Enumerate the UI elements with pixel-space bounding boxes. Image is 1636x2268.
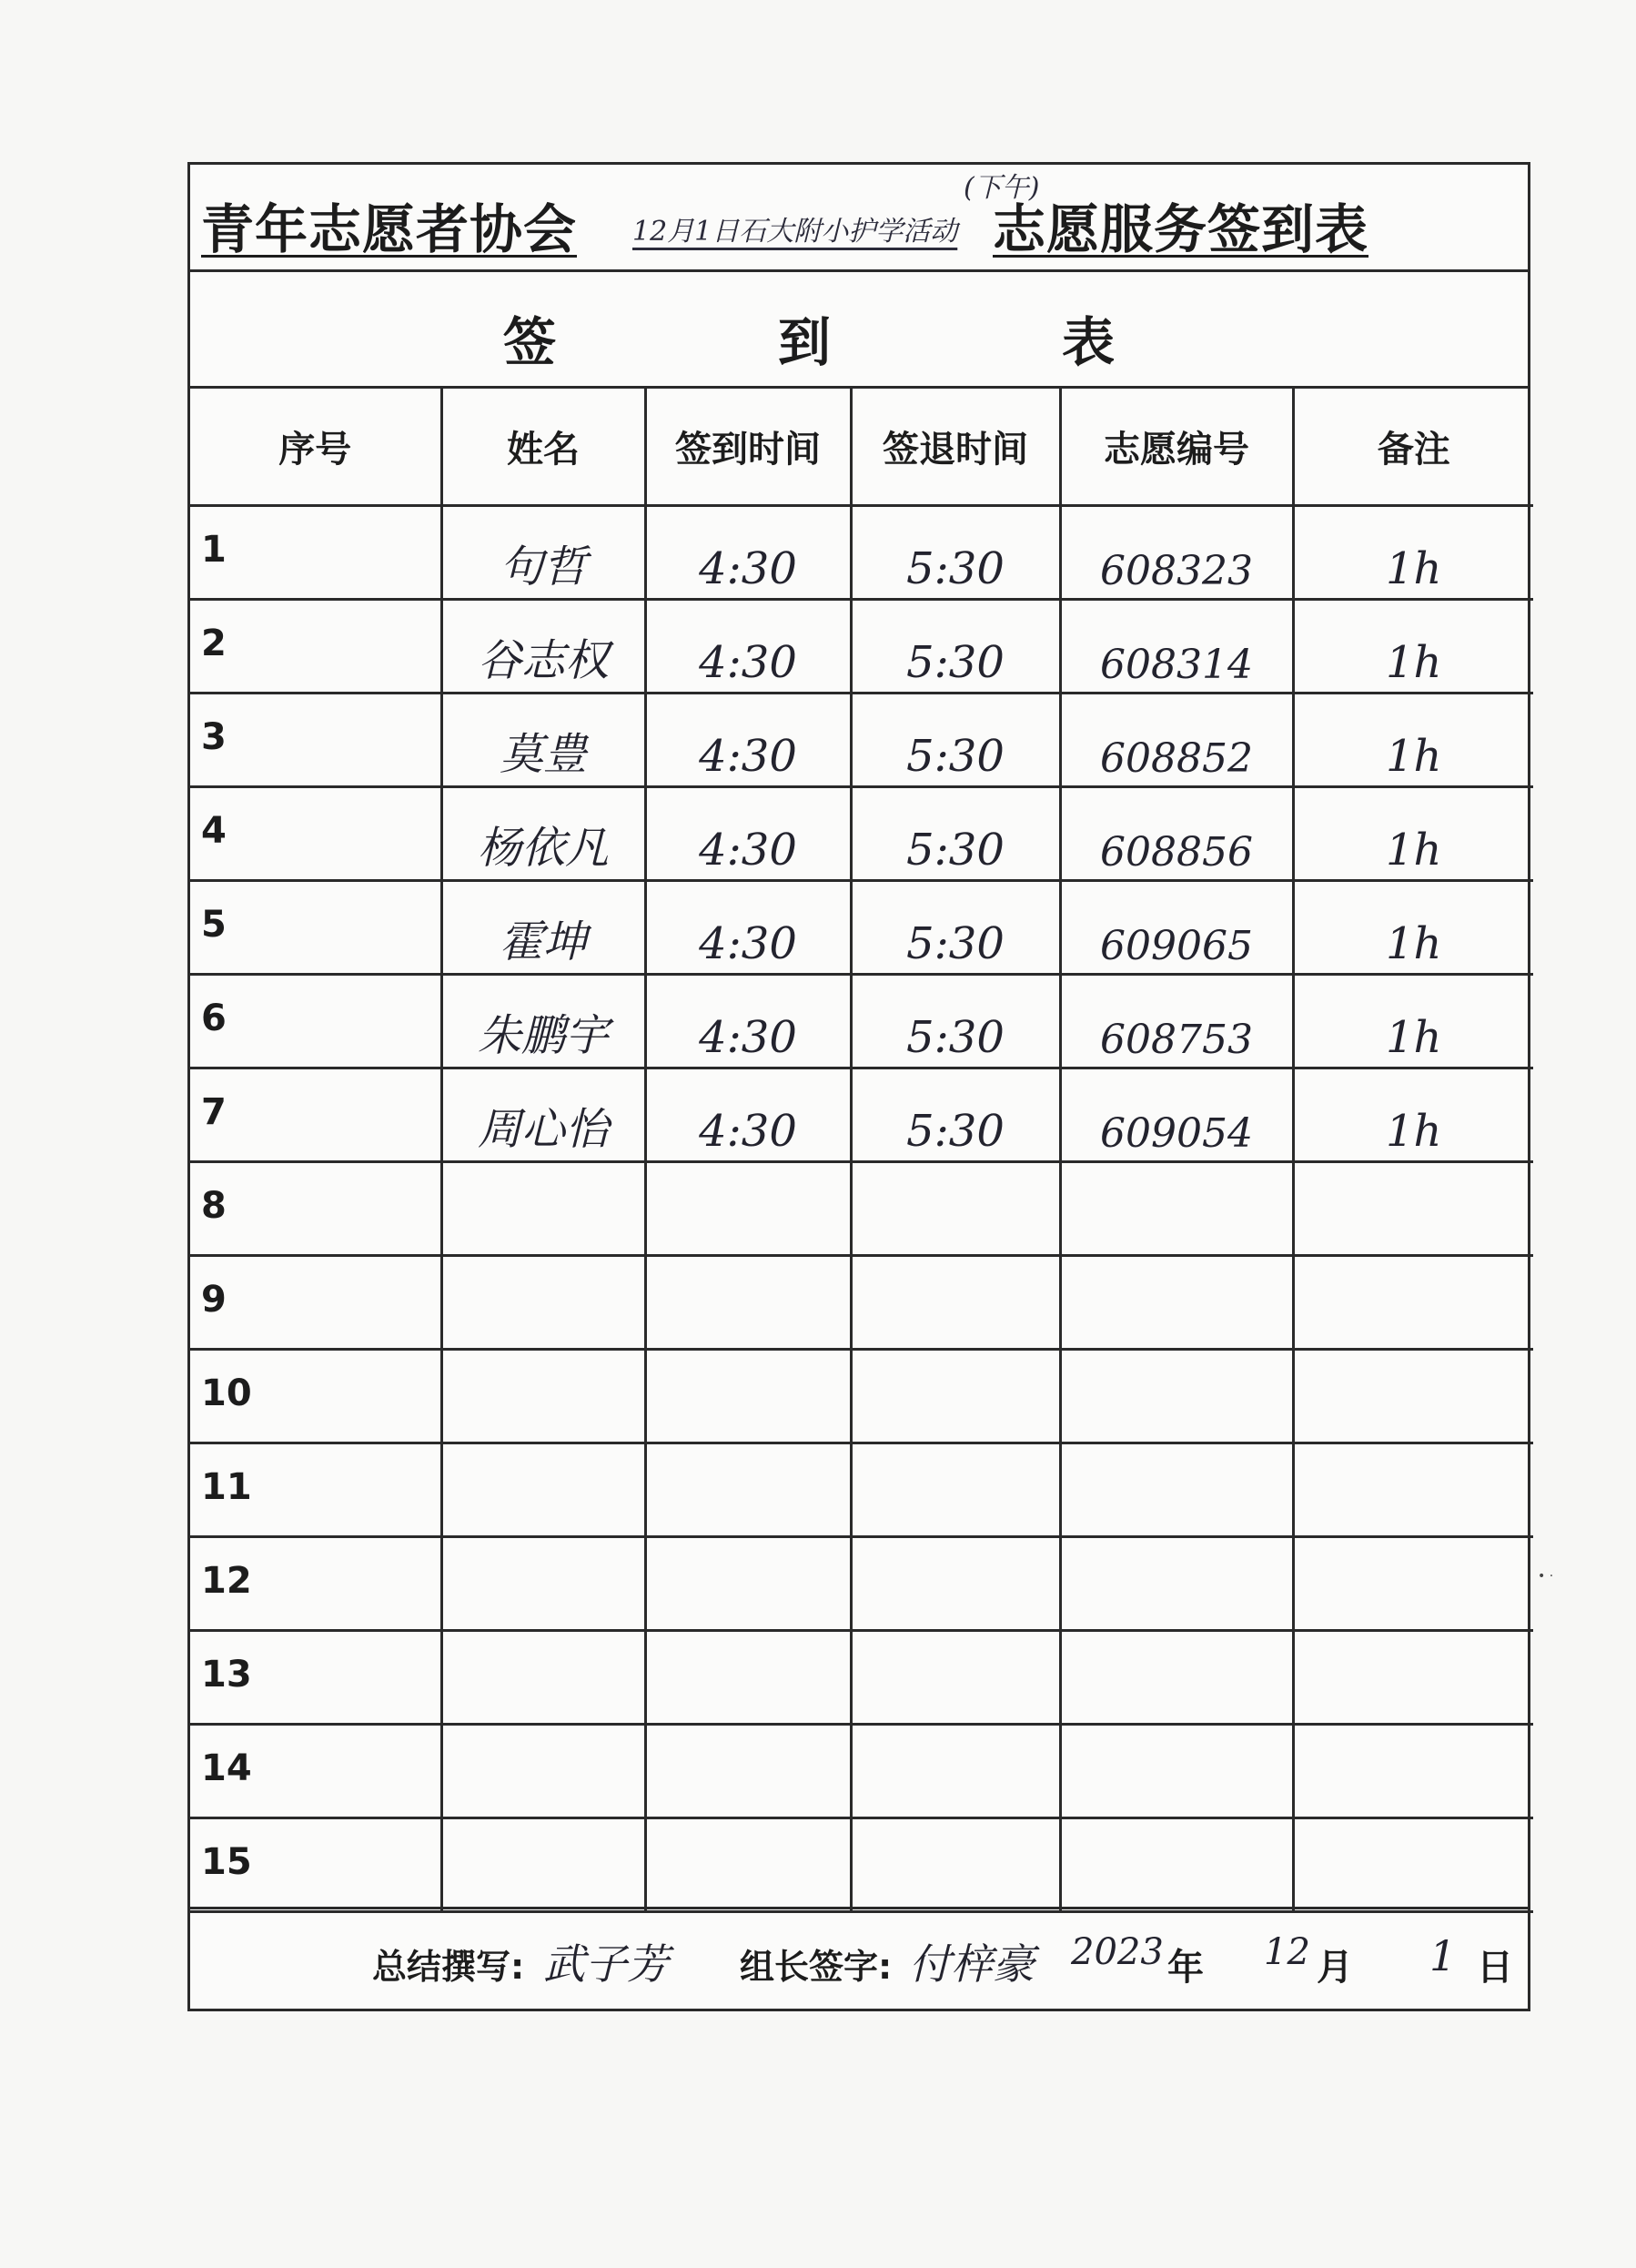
sign-in-table [190, 389, 1533, 1913]
row-checkin [645, 1630, 851, 1724]
row-checkin: 4:30 [645, 786, 851, 880]
row-checkout [851, 1817, 1060, 1911]
row-name [441, 1443, 645, 1536]
row-checkout: 5:30 [851, 1068, 1060, 1161]
day-label: 日 [1477, 1947, 1513, 1989]
row-name [441, 1161, 645, 1255]
year-value: 2023 [1071, 1931, 1164, 1973]
row-volunteer-id: 608753 [1060, 974, 1293, 1068]
day-value: 1 [1429, 1931, 1457, 1980]
month-value: 12 [1264, 1931, 1310, 1973]
row-volunteer-id: 609054 [1060, 1068, 1293, 1161]
leader-signature: 付梓豪 [909, 1939, 1035, 1989]
table-row [190, 880, 1533, 974]
title-event-handwritten: 12月1日石大附小护学活动 [632, 216, 958, 248]
row-name: 周心怡 [441, 1068, 645, 1161]
row-seq: 7 [190, 1068, 441, 1161]
row-checkin: 4:30 [645, 505, 851, 599]
row-checkout [851, 1443, 1060, 1536]
month-label: 月 [1317, 1947, 1353, 1989]
row-name: 莫豊 [441, 693, 645, 786]
row-name [441, 1536, 645, 1630]
table-row [190, 1817, 1533, 1911]
table-row [190, 505, 1533, 599]
row-remark: 1h [1293, 786, 1533, 880]
row-name: 杨依凡 [441, 786, 645, 880]
row-seq: 3 [190, 693, 441, 786]
title-note-handwritten: (下午) [964, 172, 1040, 204]
row-seq: 9 [190, 1255, 441, 1349]
row-remark [1293, 1255, 1533, 1349]
row-checkout: 5:30 [851, 880, 1060, 974]
row-checkout [851, 1255, 1060, 1349]
row-name: 句哲 [441, 505, 645, 599]
table-row [190, 1255, 1533, 1349]
table-row [190, 1349, 1533, 1443]
subtitle-char: 签 [503, 311, 557, 373]
col-header-checkout: 签退时间 [851, 389, 1060, 505]
row-remark: 1h [1293, 693, 1533, 786]
table-row [190, 1068, 1533, 1161]
row-checkout: 5:30 [851, 599, 1060, 693]
row-remark [1293, 1161, 1533, 1255]
row-seq: 12 [190, 1536, 441, 1630]
row-name [441, 1724, 645, 1817]
row-name: 霍坤 [441, 880, 645, 974]
table-row [190, 1724, 1533, 1817]
table-row [190, 599, 1533, 693]
row-checkout [851, 1630, 1060, 1724]
row-seq: 6 [190, 974, 441, 1068]
row-remark [1293, 1443, 1533, 1536]
row-checkin: 4:30 [645, 599, 851, 693]
row-checkout [851, 1724, 1060, 1817]
row-seq: 4 [190, 786, 441, 880]
stray-mark: • · [1538, 1569, 1554, 1584]
row-remark [1293, 1724, 1533, 1817]
table-row [190, 974, 1533, 1068]
table-row [190, 1630, 1533, 1724]
row-remark: 1h [1293, 1068, 1533, 1161]
summary-label: 总结撰写: [372, 1947, 525, 1987]
leader-label: 组长签字: [740, 1947, 893, 1987]
table-row [190, 693, 1533, 786]
row-seq: 1 [190, 505, 441, 599]
row-volunteer-id: 608314 [1060, 599, 1293, 693]
col-header-seq: 序号 [190, 389, 441, 505]
row-seq: 13 [190, 1630, 441, 1724]
row-name [441, 1349, 645, 1443]
row-name: 朱鹏宇 [441, 974, 645, 1068]
row-checkin [645, 1536, 851, 1630]
row-name [441, 1255, 645, 1349]
row-volunteer-id [1060, 1255, 1293, 1349]
subtitle-char: 表 [1062, 311, 1116, 373]
row-checkin: 4:30 [645, 693, 851, 786]
table-row [190, 1161, 1533, 1255]
row-volunteer-id [1060, 1349, 1293, 1443]
row-checkin: 4:30 [645, 880, 851, 974]
row-volunteer-id [1060, 1817, 1293, 1911]
title-org: 青年志愿者协会 [201, 198, 578, 260]
row-volunteer-id: 608852 [1060, 693, 1293, 786]
row-remark: 1h [1293, 974, 1533, 1068]
row-name [441, 1817, 645, 1911]
row-seq: 8 [190, 1161, 441, 1255]
row-volunteer-id [1060, 1536, 1293, 1630]
year-label: 年 [1167, 1947, 1204, 1989]
row-checkout: 5:30 [851, 505, 1060, 599]
row-remark: 1h [1293, 505, 1533, 599]
col-header-remark: 备注 [1293, 389, 1533, 505]
row-remark [1293, 1536, 1533, 1630]
row-volunteer-id [1060, 1443, 1293, 1536]
row-checkin [645, 1443, 851, 1536]
col-header-name: 姓名 [441, 389, 645, 505]
table-row [190, 1536, 1533, 1630]
row-checkout: 5:30 [851, 974, 1060, 1068]
subtitle-row [190, 272, 1528, 389]
table-row [190, 786, 1533, 880]
row-checkin [645, 1255, 851, 1349]
row-checkout [851, 1161, 1060, 1255]
row-name: 谷志权 [441, 599, 645, 693]
row-volunteer-id [1060, 1630, 1293, 1724]
row-volunteer-id: 609065 [1060, 880, 1293, 974]
row-remark [1293, 1349, 1533, 1443]
row-remark [1293, 1630, 1533, 1724]
row-seq: 2 [190, 599, 441, 693]
table-row [190, 1443, 1533, 1536]
row-seq: 5 [190, 880, 441, 974]
row-checkout: 5:30 [851, 693, 1060, 786]
row-seq: 14 [190, 1724, 441, 1817]
title-suffix: 志愿服务签到表 [993, 198, 1369, 260]
row-checkout [851, 1536, 1060, 1630]
row-checkin [645, 1817, 851, 1911]
subtitle-char: 到 [778, 311, 832, 373]
sign-in-sheet [187, 162, 1530, 2011]
row-seq: 11 [190, 1443, 441, 1536]
col-header-checkin: 签到时间 [645, 389, 851, 505]
row-checkin [645, 1724, 851, 1817]
row-volunteer-id [1060, 1161, 1293, 1255]
row-seq: 10 [190, 1349, 441, 1443]
footer-row [190, 1907, 1528, 2009]
row-checkin: 4:30 [645, 1068, 851, 1161]
row-name [441, 1630, 645, 1724]
row-remark: 1h [1293, 880, 1533, 974]
row-seq: 15 [190, 1817, 441, 1911]
row-remark: 1h [1293, 599, 1533, 693]
row-checkin [645, 1349, 851, 1443]
header-row [190, 389, 1533, 505]
summary-signature: 武子芳 [543, 1939, 669, 1989]
row-volunteer-id [1060, 1724, 1293, 1817]
title-row [190, 165, 1528, 272]
row-volunteer-id: 608323 [1060, 505, 1293, 599]
row-remark [1293, 1817, 1533, 1911]
row-checkin [645, 1161, 851, 1255]
row-volunteer-id: 608856 [1060, 786, 1293, 880]
col-header-volunteer-id: 志愿编号 [1060, 389, 1293, 505]
row-checkout: 5:30 [851, 786, 1060, 880]
row-checkin: 4:30 [645, 974, 851, 1068]
row-checkout [851, 1349, 1060, 1443]
